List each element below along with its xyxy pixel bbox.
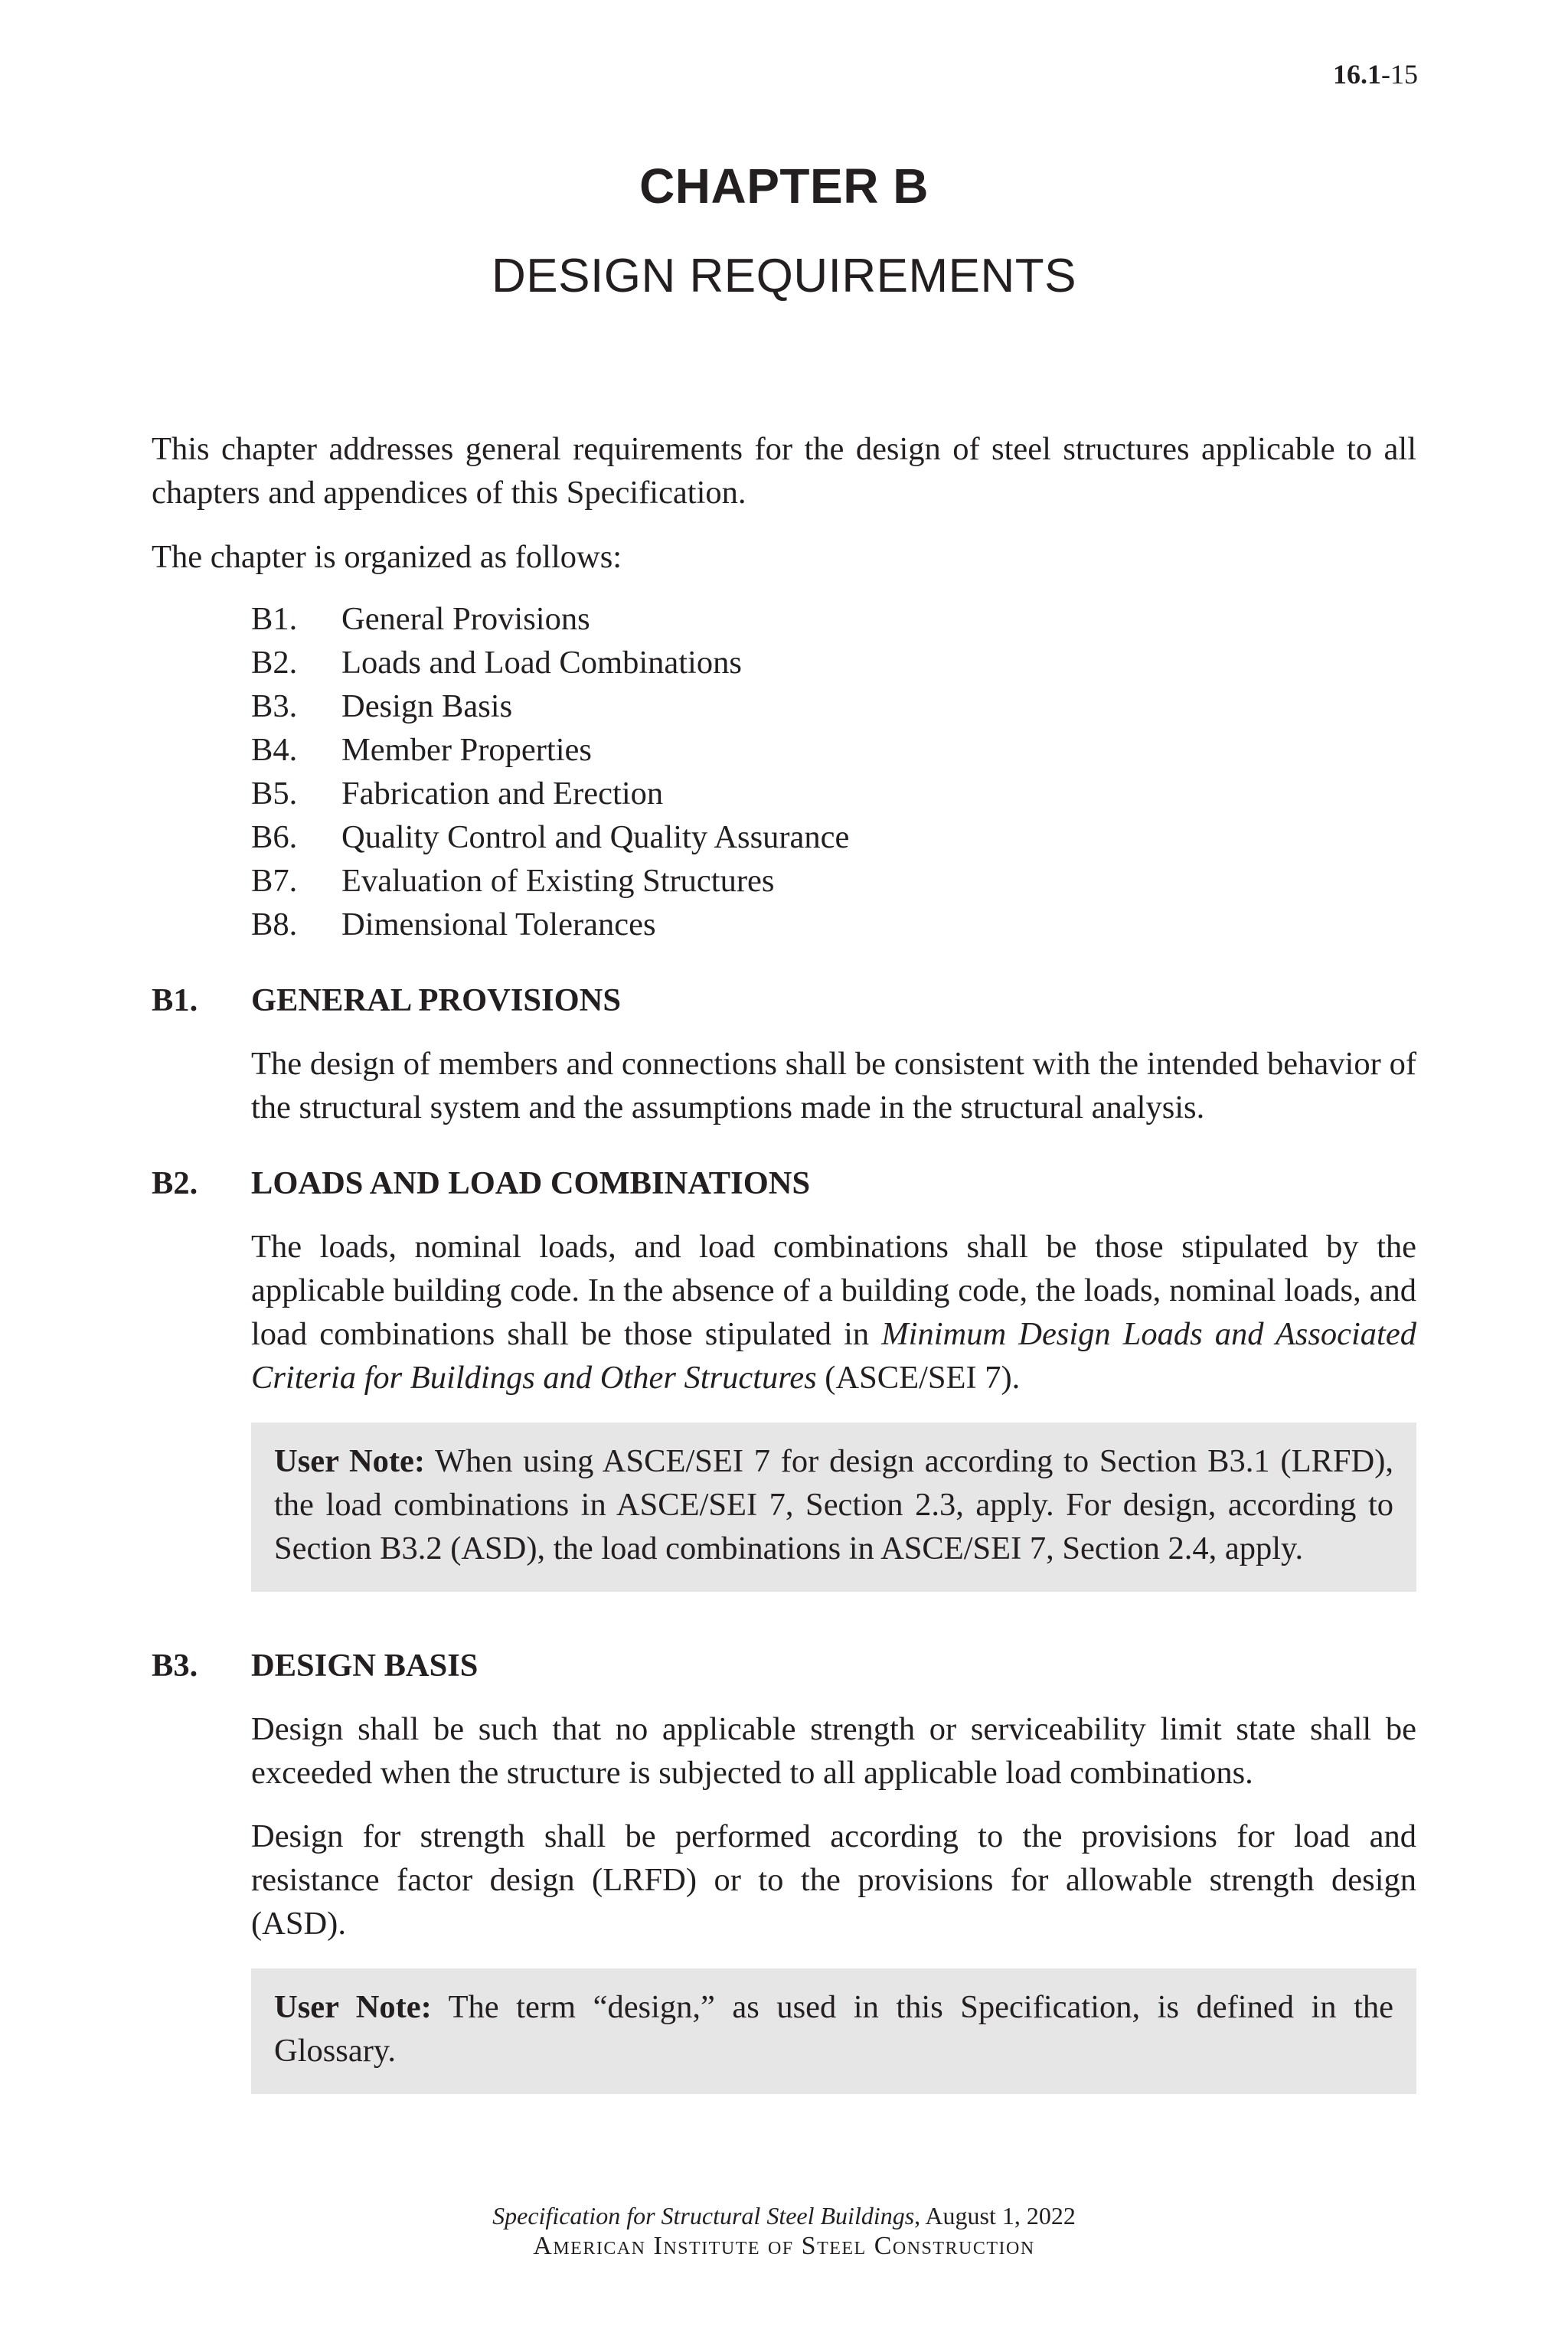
footer-publication-date: , August 1, 2022 <box>914 2202 1076 2230</box>
footer-publisher: American Institute of Steel Construction <box>533 2232 1035 2260</box>
outline-item-number: B7. <box>251 863 298 899</box>
paragraph-text: (ASCE/SEI 7). <box>816 1360 1021 1396</box>
section-number: B2. <box>152 1165 198 1201</box>
outline-item-number: B5. <box>251 776 298 812</box>
page-content <box>152 427 1416 2094</box>
outline-item-number: B2. <box>251 645 298 681</box>
outline-item <box>251 641 1416 684</box>
section-body <box>251 1225 1416 1592</box>
section-heading <box>152 978 1416 1022</box>
section-title: GENERAL PROVISIONS <box>251 982 621 1018</box>
user-note-label: User Note: <box>274 1443 426 1479</box>
outline-item-number: B3. <box>251 688 298 724</box>
outline-item-number: B4. <box>251 732 298 768</box>
section-heading <box>152 1161 1416 1205</box>
outline-item <box>251 903 1416 946</box>
footer-publication <box>0 2200 1568 2231</box>
outline-item-number: B8. <box>251 906 298 942</box>
footer-publication-title: Specification for Structural Steel Buildings <box>492 2202 915 2230</box>
user-note-text: The term “design,” as used in this Specification, is defined in the Glossary. <box>274 1989 1393 2069</box>
section-paragraph: The design of members and connections shall be consistent with the intended behavior of the structural system and the assumptions made in the structural analysis. <box>251 1046 1416 1125</box>
section-paragraph: Design shall be such that no applicable strength or serviceability limit state shall be exceeded when the structure is subjected to all applicable load combinations. <box>251 1711 1416 1791</box>
section-title: LOADS AND LOAD COMBINATIONS <box>251 1165 811 1201</box>
outline-item-label: Dimensional Tolerances <box>341 906 656 942</box>
page-number-rest: -15 <box>1381 59 1418 90</box>
section-b2 <box>152 1161 1416 1592</box>
outline-item <box>251 597 1416 641</box>
outline-item <box>251 772 1416 815</box>
section-b3 <box>152 1644 1416 2094</box>
outline-item-label: Loads and Load Combinations <box>341 645 742 681</box>
section-heading <box>152 1644 1416 1687</box>
section-body <box>251 1707 1416 2094</box>
paragraph-text: The loads, nominal loads, and load combinations shall be those stipulated by the applicable building code. In the absence of a building code, the loads, nominal loads, and load combinations shall be those stipulated in <box>251 1229 1416 1352</box>
section-b1 <box>152 978 1416 1129</box>
intro-paragraph: This chapter addresses general requirements for the design of steel structures applicable to all chapters and appendices of this Specification. <box>152 431 1416 511</box>
outline-item-label: Design Basis <box>341 688 513 724</box>
user-note-text: When using ASCE/SEI 7 for design according to Section B3.1 (LRFD), the load combinations in ASCE/SEI 7, Section 2.3, apply. For design, according to Section B3.2 (ASD), the load combinations in ASCE/SEI 7, Section 2.4, apply. <box>274 1443 1393 1566</box>
chapter-label: CHAPTER B <box>639 158 929 214</box>
outline-item <box>251 859 1416 903</box>
intro-organized: The chapter is organized as follows: <box>152 539 622 575</box>
outline-item-label: General Provisions <box>341 601 590 637</box>
page-number-bold: 16.1 <box>1333 59 1381 90</box>
outline-item-label: Quality Control and Quality Assurance <box>341 819 850 855</box>
outline-item <box>251 815 1416 859</box>
outline-item-label: Fabrication and Erection <box>341 776 664 812</box>
outline-item-label: Evaluation of Existing Structures <box>341 863 775 899</box>
referenced-standard-title: Minimum Design Loads and Associated Criteria for Buildings and Other Structures <box>251 1316 1416 1396</box>
outline-item <box>251 684 1416 728</box>
outline-item-number: B1. <box>251 601 298 637</box>
outline-item <box>251 728 1416 772</box>
page-footer <box>0 2200 1568 2262</box>
user-note-label: User Note: <box>274 1989 432 2025</box>
section-body <box>251 1042 1416 1129</box>
section-number: B3. <box>152 1648 198 1684</box>
chapter-outline <box>152 597 1416 946</box>
user-note <box>251 1968 1416 2094</box>
outline-item-label: Member Properties <box>341 732 592 768</box>
outline-item-number: B6. <box>251 819 298 855</box>
user-note <box>251 1423 1416 1592</box>
section-paragraph: Design for strength shall be performed according to the provisions for load and resistance factor design (LRFD) or to the provisions for allowable strength design (ASD). <box>251 1818 1416 1942</box>
chapter-title: DESIGN REQUIREMENTS <box>492 250 1076 302</box>
section-paragraph <box>251 1225 1416 1400</box>
page-number <box>1333 58 1418 90</box>
section-title: DESIGN BASIS <box>251 1648 479 1684</box>
section-number: B1. <box>152 982 198 1018</box>
